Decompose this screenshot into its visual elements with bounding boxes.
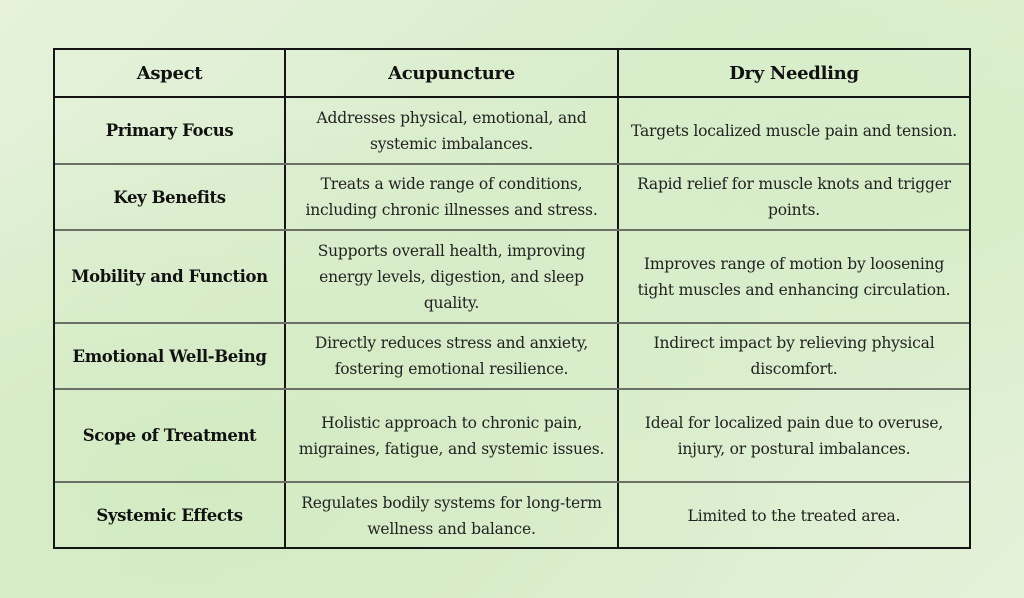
dry-needling-cell: Ideal for localized pain due to overuse, injury, or postural imbalances. xyxy=(618,389,969,482)
acupuncture-cell: Addresses physical, emotional, and systemic imbalances. xyxy=(285,97,618,164)
aspect-cell: Key Benefits xyxy=(55,164,285,230)
aspect-cell: Systemic Effects xyxy=(55,482,285,548)
table-row xyxy=(55,97,969,164)
aspect-cell: Primary Focus xyxy=(55,97,285,164)
table-row xyxy=(55,230,969,323)
table-row xyxy=(55,323,969,389)
dry-needling-cell: Indirect impact by relieving physical discomfort. xyxy=(618,323,969,389)
aspect-cell: Mobility and Function xyxy=(55,230,285,323)
dry-needling-cell: Improves range of motion by loosening tight muscles and enhancing circulation. xyxy=(618,230,969,323)
comparison-table xyxy=(55,50,969,548)
acupuncture-cell: Directly reduces stress and anxiety, fostering emotional resilience. xyxy=(285,323,618,389)
header-aspect: Aspect xyxy=(55,50,285,97)
acupuncture-cell: Treats a wide range of conditions, including chronic illnesses and stress. xyxy=(285,164,618,230)
table-header-row xyxy=(55,50,969,97)
aspect-cell: Emotional Well-Being xyxy=(55,323,285,389)
acupuncture-cell: Holistic approach to chronic pain, migraines, fatigue, and systemic issues. xyxy=(285,389,618,482)
table-row xyxy=(55,482,969,548)
header-dry-needling: Dry Needling xyxy=(618,50,969,97)
dry-needling-cell: Limited to the treated area. xyxy=(618,482,969,548)
table-row xyxy=(55,164,969,230)
comparison-table-container xyxy=(53,48,971,549)
acupuncture-cell: Regulates bodily systems for long-term wellness and balance. xyxy=(285,482,618,548)
aspect-cell: Scope of Treatment xyxy=(55,389,285,482)
dry-needling-cell: Rapid relief for muscle knots and trigger points. xyxy=(618,164,969,230)
header-acupuncture: Acupuncture xyxy=(285,50,618,97)
acupuncture-cell: Supports overall health, improving energy levels, digestion, and sleep quality. xyxy=(285,230,618,323)
dry-needling-cell: Targets localized muscle pain and tension. xyxy=(618,97,969,164)
table-row xyxy=(55,389,969,482)
